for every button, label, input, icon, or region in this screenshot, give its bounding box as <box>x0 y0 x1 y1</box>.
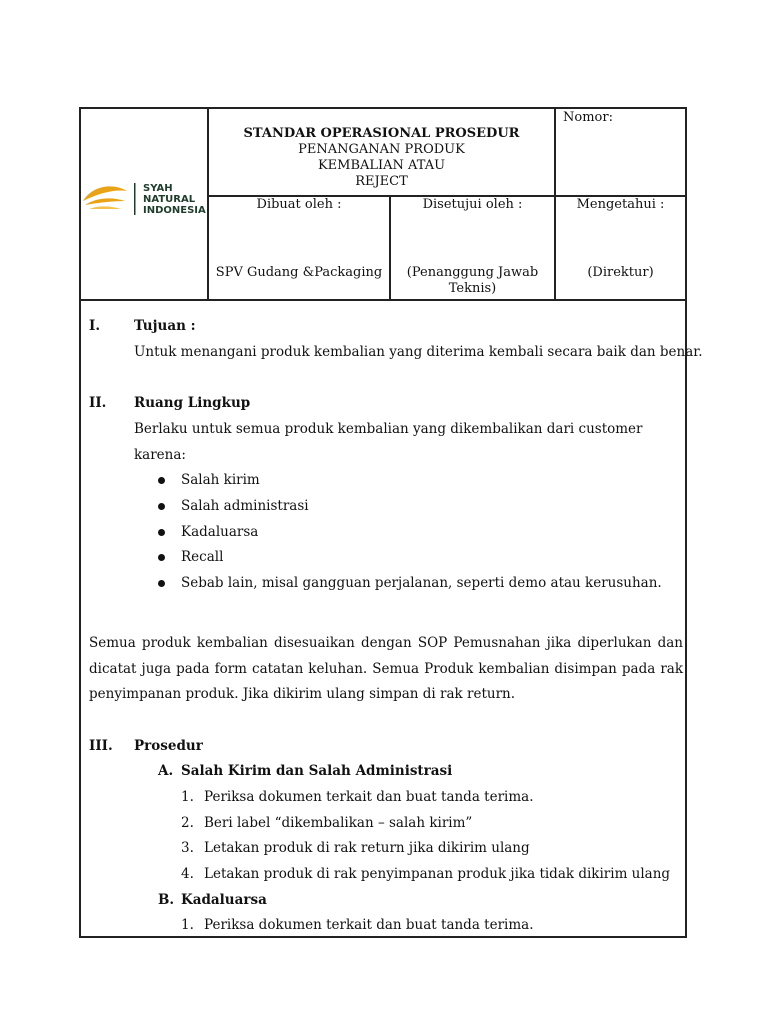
nomor-label: Nomor: <box>563 110 613 125</box>
title-line: PENANGANAN PRODUK <box>298 142 465 157</box>
sop-document <box>79 107 703 938</box>
mengetahui-value: (Direktur) <box>587 265 654 280</box>
leaf-logo-icon <box>81 179 141 219</box>
bullet-icon <box>158 554 165 561</box>
disetujui-line: Teknis) <box>448 281 497 296</box>
list-item <box>158 575 165 591</box>
step-number: 1. <box>181 789 194 805</box>
section-text: Berlaku untuk semua produk kembalian yang dikembalikan dari customer <box>134 421 643 437</box>
section-number: II. <box>89 395 107 411</box>
disetujui-value <box>391 265 554 297</box>
list-item <box>158 472 165 488</box>
step-number: 1. <box>181 917 194 933</box>
step-text: Periksa dokumen terkait dan buat tanda terima. <box>204 917 534 933</box>
subsection-label: A. <box>158 763 174 779</box>
section-text: Untuk menangani produk kembalian yang diterima kembali secara baik dan benar. <box>134 344 703 360</box>
section-title: Prosedur <box>134 738 203 754</box>
step-text: Periksa dokumen terkait dan buat tanda terima. <box>204 789 534 805</box>
title-bold: STANDAR OPERASIONAL PROSEDUR <box>243 126 520 141</box>
step-text: Letakan produk di rak return jika dikirim ulang <box>204 840 530 856</box>
step-number: 4. <box>181 866 194 882</box>
bullet-icon <box>158 477 165 484</box>
list-item-text: Sebab lain, misal gangguan perjalanan, seperti demo atau kerusuhan. <box>181 575 662 591</box>
list-item-text: Salah kirim <box>181 472 260 488</box>
section-title: Ruang Lingkup <box>134 395 251 411</box>
subsection-title: Salah Kirim dan Salah Administrasi <box>181 763 453 779</box>
section-number: I. <box>89 318 101 334</box>
list-item <box>158 524 165 540</box>
mengetahui-label: Mengetahui : <box>576 197 665 212</box>
paragraph <box>89 631 683 708</box>
disetujui-label: Disetujui oleh : <box>422 197 523 212</box>
document-title <box>209 126 554 190</box>
paragraph-line: Semua produk kembalian disesuaikan dengan SOP Pemusnahan jika diperlukan dan <box>89 635 683 651</box>
bullet-icon <box>158 580 165 587</box>
dibuat-value: SPV Gudang &Packaging <box>215 265 383 280</box>
header-table <box>81 109 685 301</box>
title-line: KEMBALIAN ATAU <box>317 158 446 173</box>
logo-line: SYAH <box>143 183 173 194</box>
subsection-label: B. <box>158 892 175 908</box>
bullet-icon <box>158 503 165 510</box>
step-text: Letakan produk di rak penyimpanan produk jika tidak dikirim ulang <box>204 866 671 882</box>
section-text: karena: <box>134 447 186 463</box>
disetujui-line: (Penanggung Jawab <box>406 265 539 280</box>
list-item-text: Salah administrasi <box>181 498 309 514</box>
logo-line: NATURAL <box>143 194 196 205</box>
step-number: 3. <box>181 840 194 856</box>
subsection-title: Kadaluarsa <box>181 892 267 908</box>
list-item-text: Kadaluarsa <box>181 524 259 540</box>
paragraph-line: penyimpanan produk. Jika dikirim ulang simpan di rak return. <box>89 686 516 703</box>
list-item-text: Recall <box>181 549 224 565</box>
bullet-icon <box>158 529 165 536</box>
list-item <box>158 498 165 514</box>
list-item <box>158 549 165 565</box>
step-number: 2. <box>181 815 194 831</box>
logo-line: INDONESIA <box>143 205 206 216</box>
company-logo <box>81 179 207 219</box>
title-line: REJECT <box>355 174 408 189</box>
dibuat-label: Dibuat oleh : <box>256 197 342 212</box>
paragraph-line: dicatat juga pada form catatan keluhan. Semua Produk kembalian disimpan pada rak <box>89 660 683 677</box>
section-number: III. <box>89 738 113 754</box>
section-title: Tujuan : <box>134 318 196 334</box>
step-text: Beri label “dikembalikan – salah kirim” <box>204 815 473 831</box>
logo-wordmark <box>143 183 206 216</box>
